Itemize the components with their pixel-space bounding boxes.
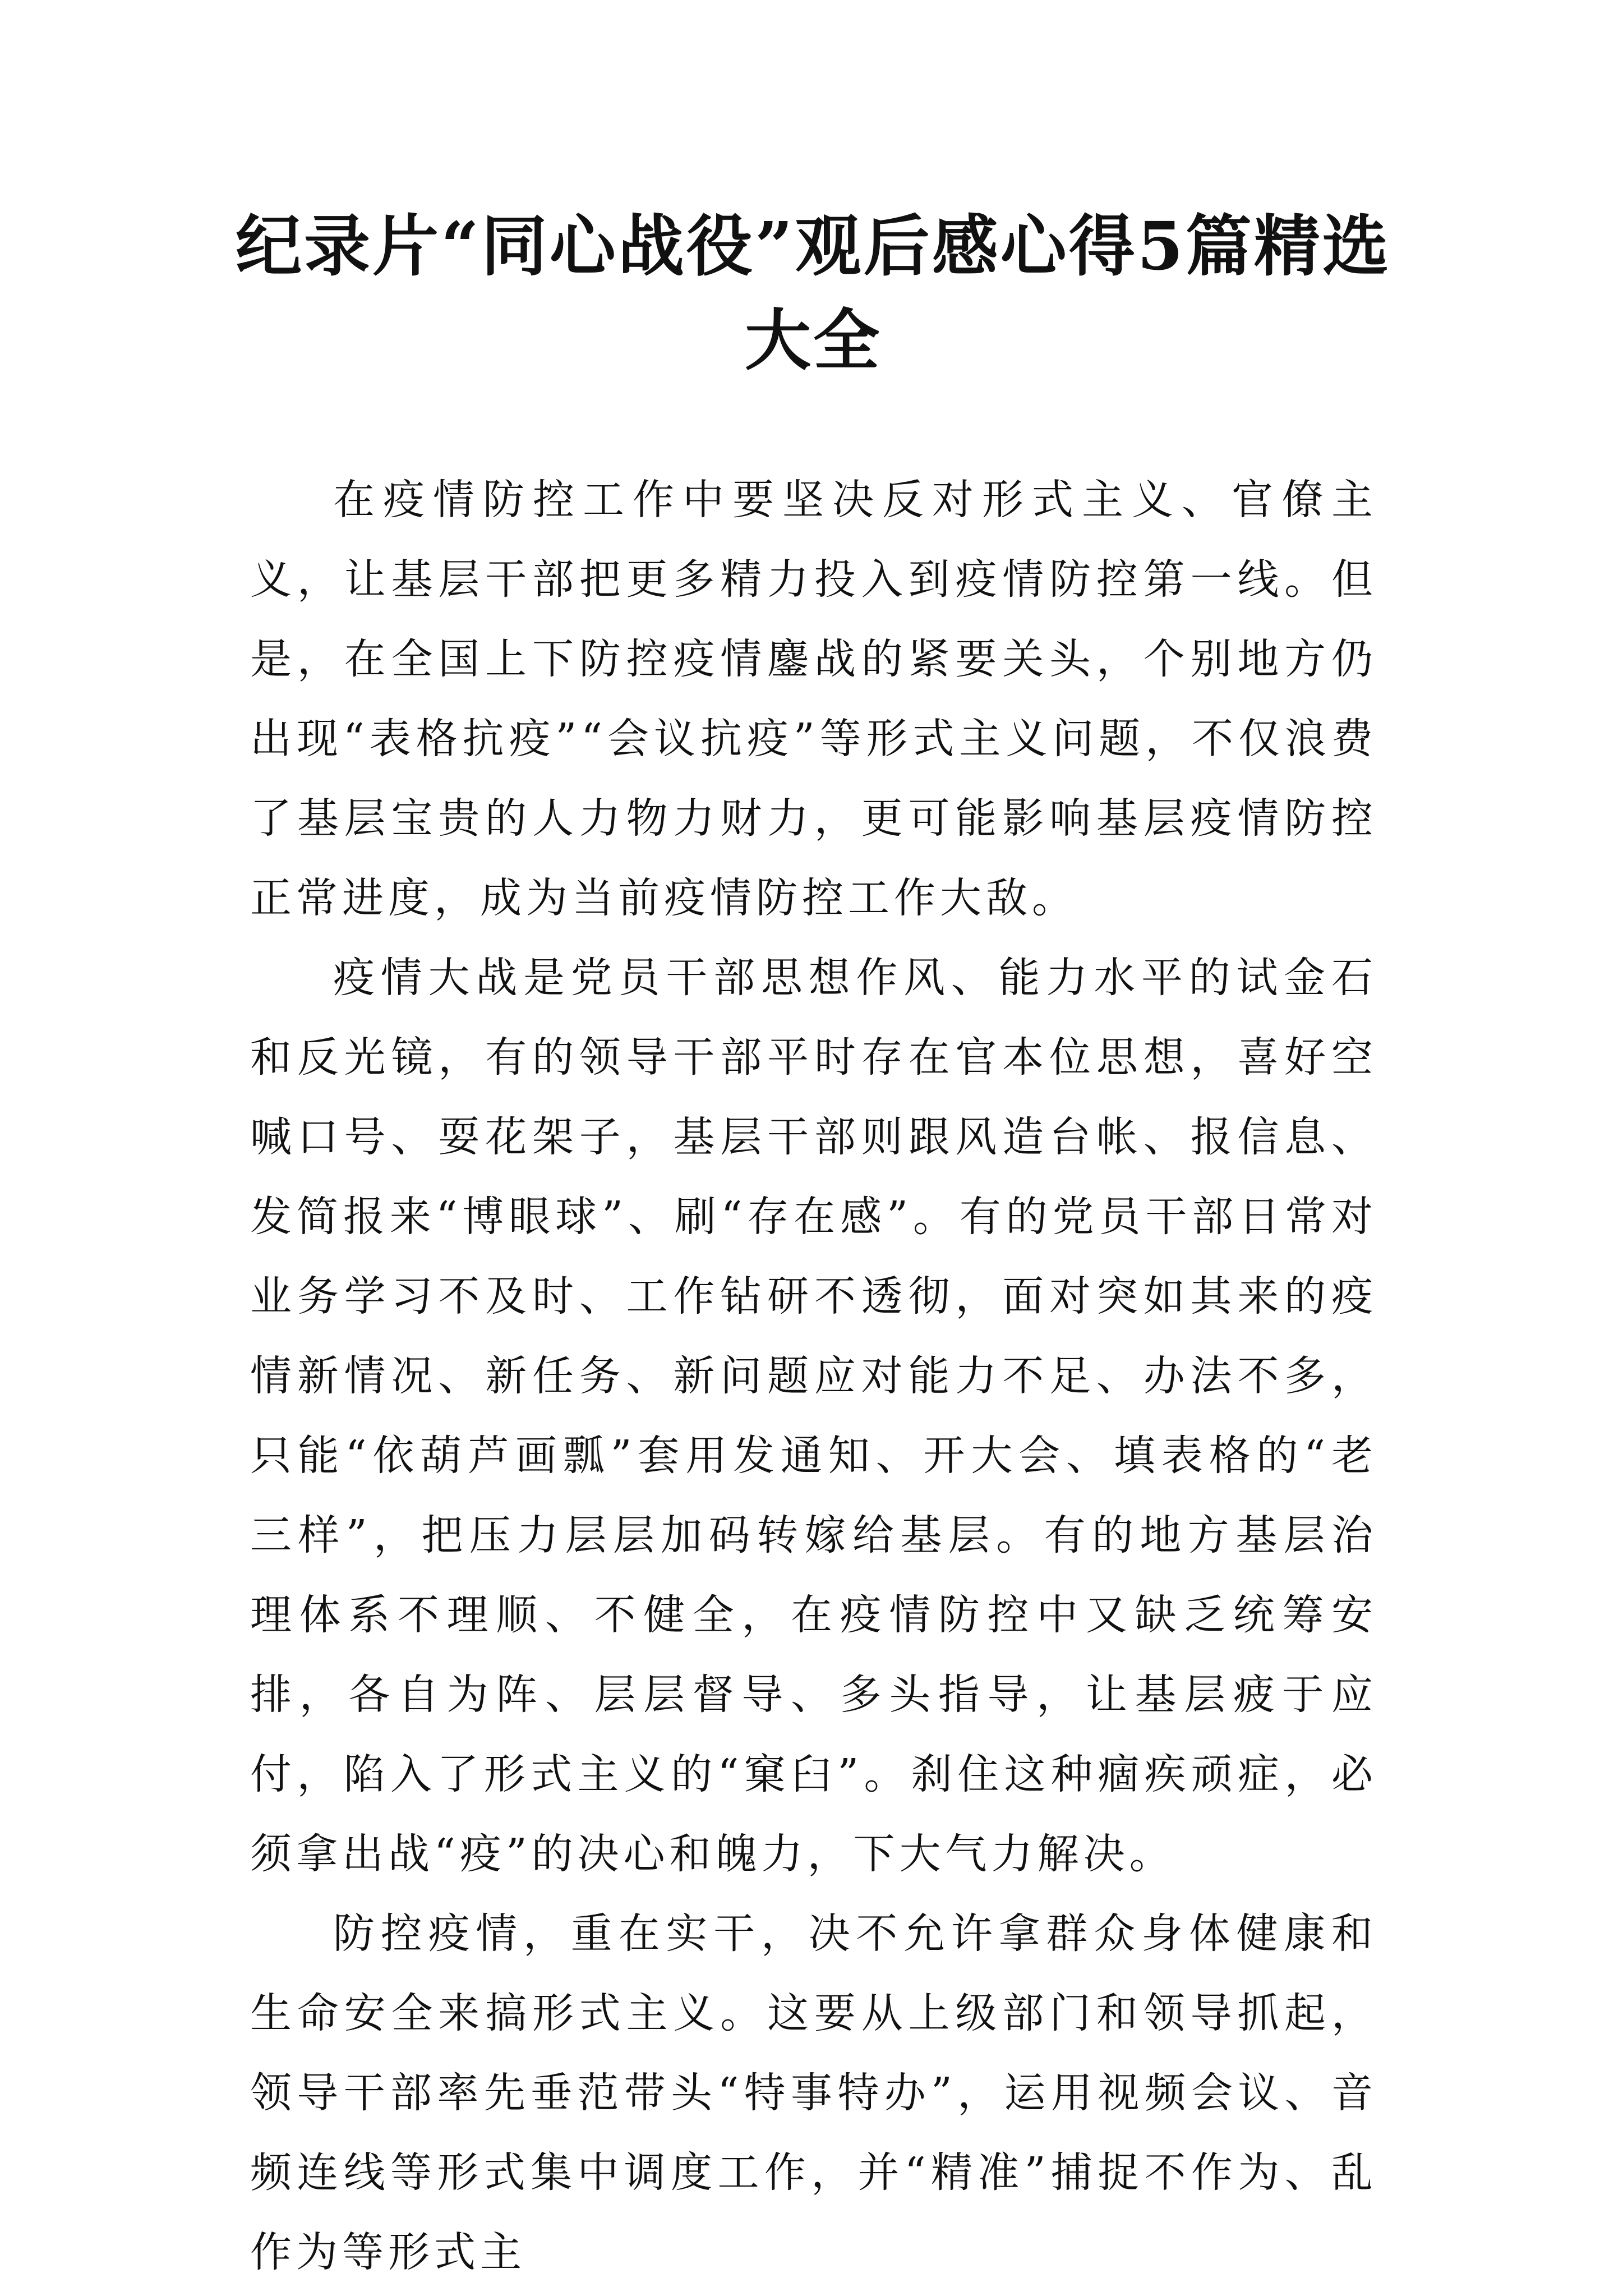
paragraph: 在疫情防控工作中要坚决反对形式主义、官僚主义，让基层干部把更多精力投入到疫情防控第一线。但是，在全国上下防控疫情鏖战的紧要关头，个别地方仍出现“表格抗疫”“会议抗疫”等形式主义问题，不仅浪费了基层宝贵的人力物力财力，更可能影响基层疫情防控正常进度，成为当前疫情防控工作大敌。 bbox=[250, 476, 1377, 922]
document-body bbox=[250, 460, 1377, 2292]
paragraph: 防控疫情，重在实干，决不允许拿群众身体健康和生命安全来搞形式主义。这要从上级部门和领导抓起，领导干部率先垂范带头“特事特办”，运用视频会议、音频连线等形式集中调度工作，并“精准”捕捉不作为、乱作为等形式主 bbox=[250, 1910, 1377, 2276]
paragraph: 疫情大战是党员干部思想作风、能力水平的试金石和反光镜，有的领导干部平时存在官本位思想，喜好空喊口号、耍花架子，基层干部则跟风造台帐、报信息、发简报来“博眼球”、刷“存在感”。有的党员干部日常对业务学习不及时、工作钻研不透彻，面对突如其来的疫情新情况、新任务、新问题应对能力不足、办法不多，只能“依葫芦画瓢”套用发通知、开大会、填表格的“老三样”，把压力层层加码转嫁给基层。有的地方基层治理体系不理顺、不健全，在疫情防控中又缺乏统筹安排，各自为阵、层层督导、多头指导，让基层疲于应付，陷入了形式主义的“窠臼”。刹住这种痼疾顽症，必须拿出战“疫”的决心和魄力，下大气力解决。 bbox=[250, 954, 1377, 1878]
document-title: 纪录片“同心战役”观后感心得5篇精选大全 bbox=[236, 207, 1391, 379]
